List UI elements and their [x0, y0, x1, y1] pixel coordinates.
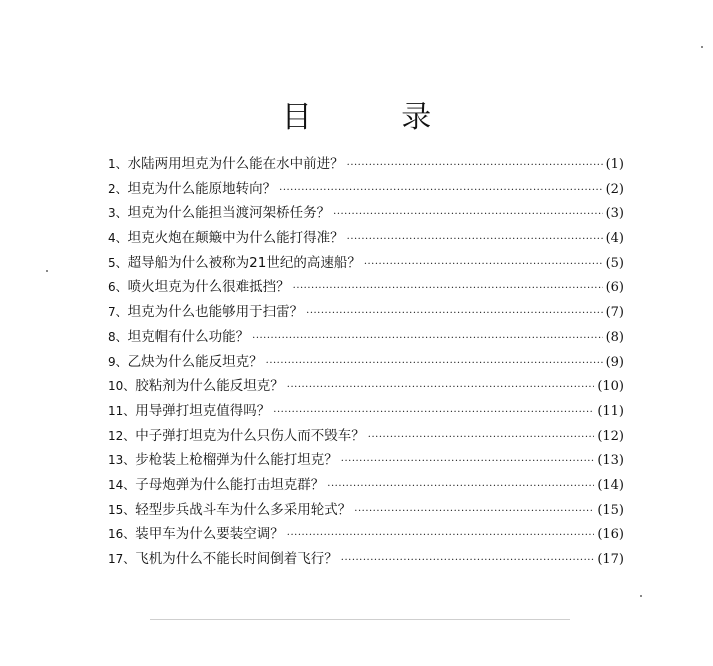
toc-entry-number: 14、	[108, 477, 136, 492]
toc-entry-number: 2、	[108, 181, 128, 196]
toc-entry-number: 3、	[108, 206, 128, 221]
toc-entry-page: (16)	[597, 527, 624, 543]
toc-entry-title: 喷火坦克为什么很难抵挡？	[127, 279, 290, 296]
toc-entry	[108, 498, 624, 523]
toc-dot-leader	[287, 382, 595, 393]
toc-entry-title: 子母炮弹为什么能打击坦克群？	[135, 476, 325, 493]
toc-entry-page: (13)	[597, 453, 624, 469]
toc-entry-title: 坦克为什么也能够用于扫雷？	[127, 304, 304, 321]
toc-entry-number: 9、	[108, 354, 128, 369]
toc-entry	[108, 424, 624, 449]
toc-dot-leader	[364, 259, 603, 270]
toc-dot-leader	[293, 283, 603, 294]
toc-dot-leader	[306, 308, 602, 319]
scan-speck	[640, 595, 642, 597]
toc-dot-leader	[327, 481, 594, 492]
toc-entry	[108, 152, 624, 177]
page-title: 目 录	[281, 100, 472, 135]
toc-entry	[108, 300, 624, 325]
toc-entry-title: 用导弹打坦克值得吗？	[135, 402, 271, 419]
table-of-contents	[108, 152, 624, 572]
toc-entry-page: (11)	[597, 403, 624, 419]
toc-dot-leader	[252, 333, 602, 344]
toc-entry-number: 1、	[108, 157, 128, 171]
toc-entry	[108, 547, 624, 572]
toc-entry-title: 飞机为什么不能长时间倒着飞行？	[135, 551, 338, 567]
toc-dot-leader	[287, 530, 595, 541]
toc-dot-leader	[354, 506, 594, 517]
toc-entry-title: 中子弹打坦克为什么只伤人而不毁车？	[135, 427, 365, 444]
toc-entry-title: 坦克帽有什么功能？	[127, 328, 250, 345]
toc-entry-number: 15、	[108, 502, 136, 517]
toc-entry-page: (6)	[605, 280, 624, 296]
toc-dot-leader	[347, 234, 603, 245]
toc-entry-number: 7、	[108, 305, 128, 320]
toc-entry-title: 坦克火炮在颠簸中为什么能打得准？	[127, 230, 344, 247]
toc-entry	[108, 350, 624, 375]
toc-entry-title: 超导船为什么被称为21世纪的高速船？	[127, 254, 361, 271]
toc-entry-page: (8)	[605, 329, 624, 345]
toc-entry-number: 13、	[108, 453, 136, 468]
toc-entry-title: 水陆两用坦克为什么能在水中前进？	[127, 156, 344, 172]
toc-entry	[108, 177, 624, 202]
toc-entry-number: 16、	[108, 527, 136, 542]
toc-entry-title: 步枪装上枪榴弹为什么能打坦克？	[135, 452, 338, 469]
toc-entry-page: (15)	[597, 502, 624, 518]
toc-entry	[108, 251, 624, 276]
toc-entry	[108, 226, 624, 251]
toc-entry	[108, 275, 624, 300]
toc-entry-number: 10、	[108, 379, 136, 394]
toc-dot-leader	[333, 209, 602, 220]
scan-speck	[46, 270, 48, 272]
toc-entry	[108, 473, 624, 498]
toc-dot-leader	[341, 555, 595, 566]
toc-dot-leader	[368, 432, 595, 443]
toc-entry-page: (2)	[605, 181, 624, 197]
toc-entry-page: (9)	[605, 354, 624, 370]
toc-entry-page: (12)	[597, 428, 624, 444]
toc-entry	[108, 399, 624, 424]
toc-entry-number: 4、	[108, 231, 128, 246]
toc-entry	[108, 448, 624, 473]
toc-entry-title: 乙炔为什么能反坦克？	[127, 353, 263, 370]
toc-entry-page: (4)	[605, 231, 624, 247]
scan-artifact-line	[150, 619, 570, 620]
toc-entry-title: 坦克为什么能原地转向？	[127, 180, 277, 197]
toc-dot-leader	[347, 160, 603, 171]
toc-entry	[108, 374, 624, 399]
toc-dot-leader	[266, 358, 603, 369]
toc-entry-number: 5、	[108, 255, 128, 270]
toc-entry-page: (10)	[597, 379, 624, 395]
toc-entry-page: (7)	[605, 305, 624, 321]
toc-dot-leader	[341, 456, 595, 467]
toc-entry-page: (5)	[605, 255, 624, 271]
toc-entry	[108, 522, 624, 547]
toc-entry-number: 12、	[108, 428, 136, 443]
toc-entry-page: (14)	[597, 477, 624, 493]
toc-dot-leader	[273, 407, 594, 418]
toc-entry-number: 8、	[108, 329, 128, 344]
toc-entry-number: 17、	[108, 552, 136, 566]
toc-dot-leader	[279, 185, 602, 196]
toc-entry-page: (3)	[605, 206, 624, 222]
toc-entry-number: 11、	[108, 403, 136, 418]
toc-entry-page: (17)	[597, 552, 624, 567]
toc-entry-title: 坦克为什么能担当渡河架桥任务？	[127, 205, 331, 222]
scan-speck	[701, 46, 703, 48]
toc-entry-title: 胶粘剂为什么能反坦克？	[135, 378, 284, 395]
toc-entry	[108, 201, 624, 226]
toc-entry	[108, 325, 624, 350]
toc-entry-number: 6、	[108, 280, 128, 295]
toc-entry-page: (1)	[605, 157, 624, 172]
toc-entry-title: 轻型步兵战斗车为什么多采用轮式？	[135, 501, 352, 518]
toc-entry-title: 装甲车为什么要装空调？	[135, 526, 284, 543]
